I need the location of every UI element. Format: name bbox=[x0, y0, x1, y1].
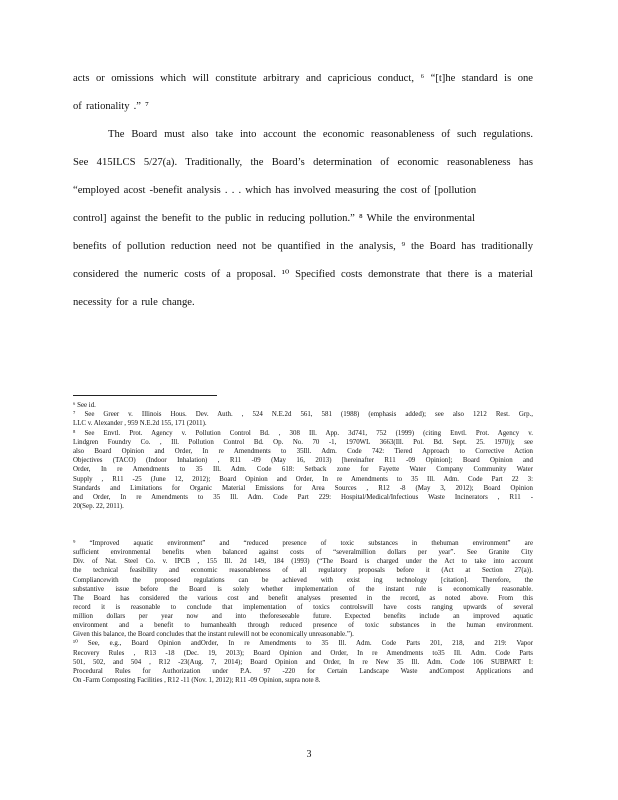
body-line-3: The Board must also take into account the economic reasonableness of such regulations. bbox=[108, 129, 533, 140]
footnote-line: 501, 502, and 504 , R12 -23(Aug. 7, 2014); Board Opinion and Order, In re New 35 Ill. Adm. Code 106 SUBPART I: bbox=[73, 659, 533, 666]
footnote-line: and Order, In re Amendments to 35 Ill. Adm. Code Part 229: Hospital/Medical/Infectious Waste Incinerators , R11 - bbox=[73, 494, 533, 501]
footnote-line: ⁷ See Greer v. Illinois Hous. Dev. Auth. , 524 N.E.2d 561, 581 (1988) (emphasis added); see also 1212 Rest. Grp., bbox=[73, 411, 533, 418]
footnote-line: Standards and Limitations for Organic Material Emissions for Area Sources , R12 -8 (May 3, 2012); Board Opinion bbox=[73, 485, 533, 492]
footnote-line: LLC v. Alexander , 959 N.E.2d 155, 171 (2011). bbox=[73, 420, 207, 427]
body-line-1: acts or omissions which will constitute arbitrary and capricious conduct, ⁶ “[t]he standard is one bbox=[73, 73, 533, 84]
footnote-line: Compliancewith the proposed regulations can be achieved with exist ing technology [citation]. Therefore, the bbox=[73, 577, 533, 584]
footnote-separator bbox=[73, 395, 217, 396]
footnote-line: The Board has considered the various cost and benefit analyses presented in the record, as noted above. From this bbox=[73, 595, 533, 602]
footnote-line: ⁶ See id. bbox=[73, 402, 96, 409]
body-line-2: of rationality .” ⁷ bbox=[73, 101, 149, 112]
footnote-line: On -Farm Composting Facilities , R12 -11 (Nov. 1, 2012); R11 -09 Opinion, supra note 8. bbox=[73, 677, 321, 684]
body-line-9: necessity for a rule change. bbox=[73, 297, 195, 308]
footnote-line: million dollars per year now and into theforeseeable future. Expected benefits include an improved aquatic bbox=[73, 613, 533, 620]
footnote-line: sufficient environmental benefits when balanced against costs of “severalmillion dollars per year”. See Granite City bbox=[73, 549, 533, 556]
footnote-line: Order, In re Amendments to 35 Ill. Adm. Code 618: Setback zone for Fayette Water Company Community Water bbox=[73, 466, 533, 473]
footnote-line: ⁹ “Improved aquatic environment” and “reduced presence of toxic substances in thehuman environment” are bbox=[73, 540, 533, 547]
footnote-line: Objectives (TACO) (Indoor Inhalation) , R11 -09 (May 16, 2013) [hereinafter R11 -09 Opinion]; Board Opinion and bbox=[73, 457, 533, 464]
footnote-line: Div. of Nat. Steel Co. v. IPCB , 155 Ill. 2d 149, 184 (1993) (“The Board is charged under the Act to take into account bbox=[73, 558, 533, 565]
body-line-8: considered the numeric costs of a proposal. ¹⁰ Specified costs demonstrate that there is a material bbox=[73, 269, 533, 280]
footnote-line: Supply , R11 -25 (June 12, 2012); Board Opinion and Order, In re Amendments to 35 Ill. Adm. Code Part 22 3: bbox=[73, 476, 533, 483]
body-line-5: “employed acost -benefit analysis . . . which has involved measuring the cost of [pollution bbox=[73, 185, 477, 196]
footnote-line: Recovery Rules , R13 -18 (Dec. 19, 2013); Board Opinion and Order, In re Amendments to35 Ill. Adm. Code Parts bbox=[73, 650, 533, 657]
footnote-line: substantive issue before the Board is solely whether implementation of the instant rule is economically reasonable. bbox=[73, 586, 533, 593]
footnote-line: the technical feasibility and economic reasonableness of all regulatory proposals before it (Act at Section 27(a)). bbox=[73, 567, 533, 574]
footnote-line: 20(Sep. 22, 2011). bbox=[73, 503, 124, 510]
footnote-line: also Board Opinion and Order, In re Amendments to 35Ill. Adm. Code 742: Tiered Approach to Corrective Action bbox=[73, 448, 533, 455]
footnote-line: Given this balance, the Board concludes that the instant rulewill not be economically unreasonable.”). bbox=[73, 631, 354, 638]
footnote-line: Lindgren Foundry Co. , Ill. Pollution Control Bd. Op. No. 70 -1, 1970WL 3663(Ill. Pol. Bd. Sept. 25. 1970)); see bbox=[73, 439, 533, 446]
page-number: 3 bbox=[306, 749, 312, 760]
footnote-line: ¹⁰ See, e.g., Board Opinion andOrder, In re Amendments to 35 Ill. Adm. Code Parts 201, 218, and 219: Vapor bbox=[73, 640, 533, 647]
body-line-7: benefits of pollution reduction need not be quantified in the analysis, ⁹ the Board has traditionally bbox=[73, 241, 533, 252]
footnote-line: record it is reasonable to conclude that implementation of toxics controlswill have costs ranging upwards of several bbox=[73, 604, 533, 611]
body-line-6: control] against the benefit to the public in reducing pollution.” ⁸ While the environmental bbox=[73, 213, 475, 224]
footnote-line: ⁸ See Envtl. Prot. Agency v. Pollution Control Bd. , 308 Ill. App. 3d741, 752 (1999) (citing Envtl. Prot. Agency v. bbox=[73, 430, 533, 437]
footnote-line: environment and a benefit to humanhealth through reduced presence of toxic substances in the human environment. bbox=[73, 622, 533, 629]
body-line-4: See 415ILCS 5/27(a). Traditionally, the Board’s determination of economic reasonableness has bbox=[73, 157, 533, 168]
footnote-line: Procedural Rules for Authorization under P.A. 97 -220 for Certain Landscape Waste andCompost Applications and bbox=[73, 668, 533, 675]
